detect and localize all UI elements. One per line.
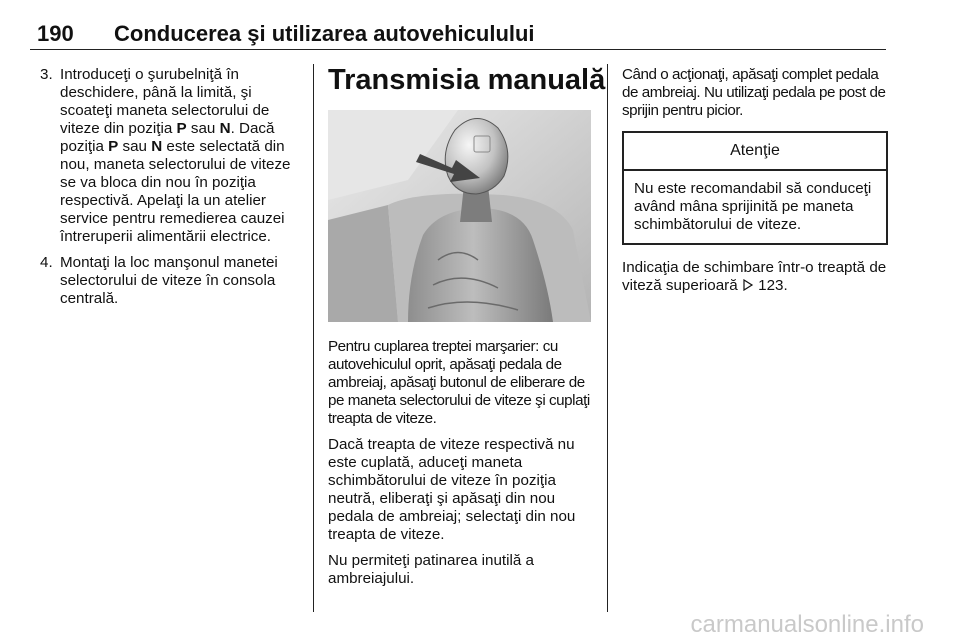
paragraph: Când o acţionaţi, apăsaţi complet pedala de ambreiaj. Nu utilizaţi pedala pe post de sprijin pentru picior. bbox=[622, 66, 886, 119]
step-number: 4. bbox=[40, 254, 53, 271]
step-text: sau bbox=[186, 120, 220, 137]
header-divider bbox=[30, 49, 886, 50]
column-divider-left bbox=[313, 64, 314, 612]
triangle-pointer-icon[interactable] bbox=[742, 278, 754, 290]
page-header bbox=[0, 0, 960, 52]
page-number: 190 bbox=[37, 21, 74, 46]
paragraph: Pentru cuplarea treptei marşarier: cu autovehiculul oprit, apăsaţi pedala de ambreiaj, apăsaţi butonul de eliberare de pe maneta selectorului de viteze şi cuplaţi treapta de viteze. bbox=[328, 338, 590, 427]
position-n: N bbox=[151, 138, 163, 155]
column-2 bbox=[328, 64, 606, 596]
step-number: 3. bbox=[40, 66, 53, 83]
step-text: . Dacă poziţia bbox=[60, 120, 275, 155]
position-p: P bbox=[176, 120, 187, 137]
warning-title: Atenţie bbox=[624, 133, 886, 171]
step-text: Introduceţi o şurubelniţă în deschidere, până la limită, şi scoateţi maneta selectorului de viteze din poziţia bbox=[60, 66, 270, 137]
paragraph: Nu permiteţi patinarea inutilă a ambreiajului. bbox=[328, 552, 534, 587]
paragraph bbox=[622, 259, 888, 295]
list-item bbox=[30, 254, 304, 308]
step-text: este selectată din nou, maneta selectorului de viteze se va bloca din nou în poziţia respectivă. Apelaţi la un atelier service pentru remedierea cauzei întreruperii alimentării electrice. bbox=[60, 138, 291, 245]
position-p: P bbox=[108, 138, 119, 155]
chapter-title: Conducerea şi utilizarea autovehiculului bbox=[114, 21, 535, 46]
warning-box bbox=[622, 131, 888, 245]
reference-page-link[interactable]: 123. bbox=[758, 277, 788, 294]
step-text: Montaţi la loc manşonul manetei selectorului de viteze în consola centrală. bbox=[60, 254, 278, 307]
column-divider-right bbox=[607, 64, 608, 612]
watermark: carmanualsonline.info bbox=[690, 611, 924, 638]
position-n: N bbox=[219, 120, 231, 137]
gear-knob-illustration bbox=[328, 110, 591, 322]
paragraph: Dacă treapta de viteze respectivă nu este cuplată, aduceţi maneta schimbătorului de viteze în poziţia neutră, eliberaţi şi apăsaţi din nou pedala de ambreiaj; selectaţi din nou treapta de viteze. bbox=[328, 436, 576, 543]
steps-list bbox=[30, 66, 304, 308]
column-3 bbox=[622, 66, 888, 303]
warning-text: Nu este recomandabil să conduceţi având mâna sprijinită pe maneta schimbătorului de viteze. bbox=[634, 180, 872, 233]
list-item bbox=[30, 66, 304, 246]
section-title: Transmisia manuală bbox=[328, 64, 606, 96]
column-1 bbox=[30, 66, 304, 316]
reference-text: Indicaţia de schimbare într-o treaptă de viteză superioară bbox=[622, 259, 887, 294]
step-text: sau bbox=[118, 138, 152, 155]
